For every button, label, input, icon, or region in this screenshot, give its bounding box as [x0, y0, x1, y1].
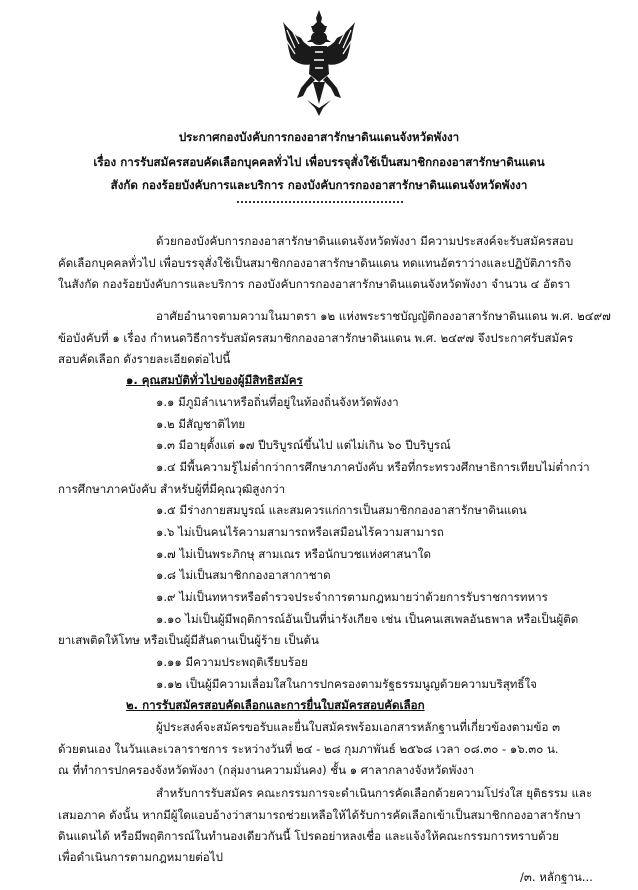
qualification-item: ๑.๑๒ เป็นผู้มีความเลื่อมใสในการปกครองตามรัฐธรรมนูญด้วยความบริสุทธิ์ใจ — [156, 676, 537, 691]
qualification-item: ๑.๓ มีอายุตั้งแต่ ๑๗ ปีบริบูรณ์ขึ้นไป แต่ไม่เกิน ๖๐ ปีบริบูรณ์ — [156, 438, 451, 453]
section-2-p2-line: ดินแดนได้ หรือมีพฤติการณ์ในทำนองเดียวกันนี้ โปรดอย่าหลงเชื่อ และแจ้งให้คณะกรรมการทราบด้วย — [58, 829, 559, 844]
qualification-item: ๑.๘ ไม่เป็นสมาชิกกองอาสากาชาด — [156, 568, 331, 583]
section-2-p1-line: ผู้ประสงค์จะสมัครขอรับและยื่นใบสมัครพร้อมเอกสารหลักฐานที่เกี่ยวข้องตามข้อ ๓ — [156, 720, 561, 735]
intro-p1-line: ด้วยกองบังคับการกองอาสารักษาดินแดนจังหวัดพังงา มีความประสงค์จะรับสมัครสอบ — [156, 234, 574, 248]
qualification-item-continued: การศึกษาภาคบังคับ สำหรับผู้ที่มีคุณวุฒิสูงกว่า — [58, 481, 286, 496]
qualification-item: ๑.๙ ไม่เป็นทหารหรือตำรวจประจำการตามกฎหมายว่าด้วยการรับราชการทหาร — [156, 590, 548, 605]
section-1-heading: ๑. คุณสมบัติทั่วไปของผู้มีสิทธิสมัคร — [126, 373, 303, 388]
intro-p2-line: ข้อบังคับที่ ๑ เรื่อง กำหนดวิธีการรับสมัครสมาชิกกองอาสารักษาดินแดน พ.ศ. ๒๔๙๗ จึงประกาศรับสมัคร — [58, 331, 574, 345]
qualification-item: ๑.๕ มีร่างกายสมบูรณ์ และสมควรแก่การเป็นสมาชิกกองอาสารักษาดินแดน — [156, 503, 527, 518]
section-2-p2-line: เพื่อดำเนินการตามกฎหมายต่อไป — [58, 850, 223, 864]
garuda-emblem — [281, 8, 357, 118]
qualification-item: ๑.๑๑ มีความประพฤติเรียบร้อย — [156, 655, 308, 670]
intro-p2-line: อาศัยอำนาจตามความในมาตรา ๑๒ แห่งพระราชบัญญัติกองอาสารักษาดินแดน พ.ศ. ๒๔๙๗ — [156, 309, 611, 324]
qualification-item: ๑.๔ มีพื้นความรู้ไม่ต่ำกว่าการศึกษาภาคบังคับ หรือที่กระทรวงศึกษาธิการเทียบไม่ต่ำกว่า — [156, 460, 590, 475]
qualification-item: ๑.๖ ไม่เป็นคนไร้ความสามารถหรือเสมือนไร้ความสามารถ — [156, 525, 444, 540]
section-2-heading: ๒. การรับสมัครสอบคัดเลือกและการยื่นใบสมัครสอบคัดเลือก — [126, 698, 425, 713]
qualification-item: ๑.๑๐ ไม่เป็นผู้มีพฤติการณ์อันเป็นที่น่ารังเกียจ เช่น เป็นคนเสเพลอันธพาล หรือเป็นผู้ติด — [156, 611, 579, 626]
section-2-p2-line: เสมอภาค ดังนั้น หากมีผู้ใดแอบอ้างว่าสามารถช่วยเหลือให้ได้รับการคัดเลือกเข้าเป็นสมาชิกกองอาสารักษา — [58, 807, 581, 822]
qualification-item: ๑.๗ ไม่เป็นพระภิกษุ สามเณร หรือนักบวชแห่งศาสนาใด — [156, 546, 431, 561]
header-dotted-divider — [237, 201, 403, 205]
announcement-affiliation: สังกัด กองร้อยบังคับการและบริการ กองบังคับการกองอาสารักษาดินแดนจังหวัดพังงา — [110, 178, 528, 192]
intro-p1-line: คัดเลือกบุคคลทั่วไป เพื่อบรรจุสั่งใช้เป็นสมาชิกกองอาสารักษาดินแดน ทดแทนอัตราว่างและปฏิบัติภารกิจ — [58, 255, 572, 270]
intro-p1-line: ในสังกัด กองร้อยบังคับการและบริการ กองบังคับการกองอาสารักษาดินแดนจังหวัดพังงา จำนวน ๔ อัตรา — [58, 277, 571, 292]
section-2-p2-line: สำหรับการรับสมัคร คณะกรรมการจะดำเนินการคัดเลือกด้วยความโปร่งใส ยุติธรรม และ — [156, 785, 593, 800]
section-2-p1-line: ด้วยตนเอง ในวันและเวลาราชการ ระหว่างวันที่ ๒๔ - ๒๘ กุมภาพันธ์ ๒๕๖๘ เวลา ๐๘.๓๐ - ๑๖.๓๐ น. — [58, 741, 559, 756]
announcement-subject: เรื่อง การรับสมัครสอบคัดเลือกบุคคลทั่วไป เพื่อบรรจุสั่งใช้เป็นสมาชิกกองอาสารักษาดินแดน — [93, 155, 545, 169]
section-2-p1-line: ณ ที่ทำการปกครองจังหวัดพังงา (กลุ่มงานความมั่นคง) ชั้น ๑ ศาลากลางจังหวัดพังงา — [58, 763, 475, 778]
qualification-item-continued: ยาเสพติดให้โทษ หรือเป็นผู้มีสันดานเป็นผู้ร้าย เป็นต้น — [58, 633, 319, 648]
intro-p2-line: สอบคัดเลือก ดังรายละเอียดต่อไปนี้ — [58, 351, 231, 366]
qualification-item: ๑.๑ มีภูมิลำเนาหรือถิ่นที่อยู่ในท้องถิ่นจังหวัดพังงา — [156, 395, 399, 410]
announcement-title: ประกาศกองบังคับการกองอาสารักษาดินแดนจังหวัดพังงา — [178, 130, 460, 144]
qualification-item: ๑.๒ มีสัญชาติไทย — [156, 416, 246, 431]
continuation-note: /๓. หลักฐาน... — [520, 870, 593, 884]
